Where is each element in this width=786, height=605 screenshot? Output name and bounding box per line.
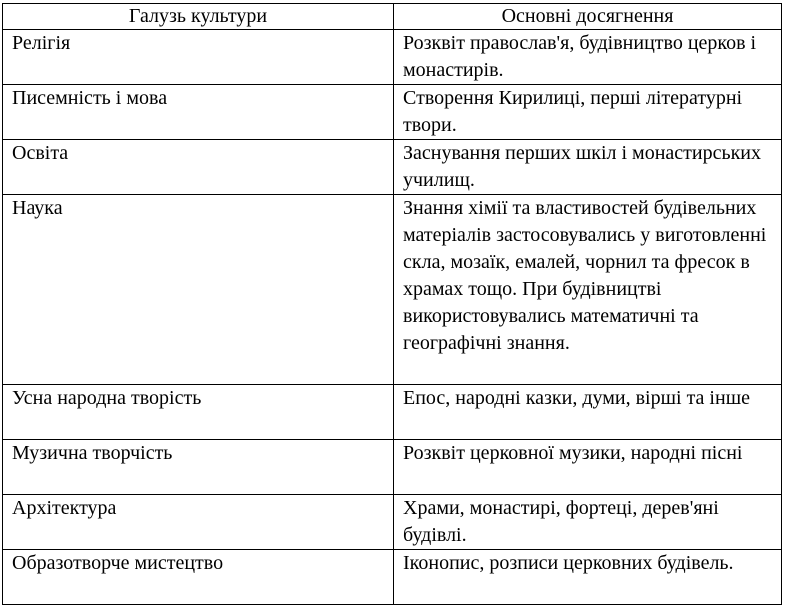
table-row bbox=[3, 495, 782, 550]
cell-field: Релігія bbox=[3, 30, 394, 85]
cell-achievement: Створення Кирилиці, перші літературні твори. bbox=[394, 85, 782, 140]
cell-field: Писемність і мова bbox=[3, 85, 394, 140]
cell-field: Освіта bbox=[3, 140, 394, 195]
table-row bbox=[3, 550, 782, 605]
cell-achievement: Епос, народні казки, думи, вірші та інше bbox=[394, 385, 782, 440]
cell-field: Образотворче мистецтво bbox=[3, 550, 394, 605]
cell-field: Архітектура bbox=[3, 495, 394, 550]
culture-table bbox=[2, 3, 782, 605]
table-row bbox=[3, 30, 782, 85]
cell-achievement: Розквіт церковної музики, народні пісні bbox=[394, 440, 782, 495]
table-row bbox=[3, 85, 782, 140]
cell-achievement: Знання хімії та властивостей будівельних матеріалів застосовувались у виготовленні скла, мозаїк, емалей, чорнил та фресок в храмах тощо. При будівництві використовувались математичні та географічні знання. bbox=[394, 195, 782, 385]
table-row bbox=[3, 385, 782, 440]
cell-achievement: Розквіт православ'я, будівництво церков і монастирів. bbox=[394, 30, 782, 85]
cell-achievement: Заснування перших шкіл і монастирських училищ. bbox=[394, 140, 782, 195]
header-achievements: Основні досягнення bbox=[394, 4, 782, 30]
cell-field: Наука bbox=[3, 195, 394, 385]
cell-achievement: Іконопис, розписи церковних будівель. bbox=[394, 550, 782, 605]
cell-field: Усна народна творість bbox=[3, 385, 394, 440]
table-row bbox=[3, 440, 782, 495]
cell-achievement: Храми, монастирі, фортеці, дерев'яні будівлі. bbox=[394, 495, 782, 550]
header-field: Галузь культури bbox=[3, 4, 394, 30]
cell-field: Музична творчість bbox=[3, 440, 394, 495]
table-row bbox=[3, 140, 782, 195]
table-row bbox=[3, 195, 782, 385]
header-row bbox=[3, 4, 782, 30]
